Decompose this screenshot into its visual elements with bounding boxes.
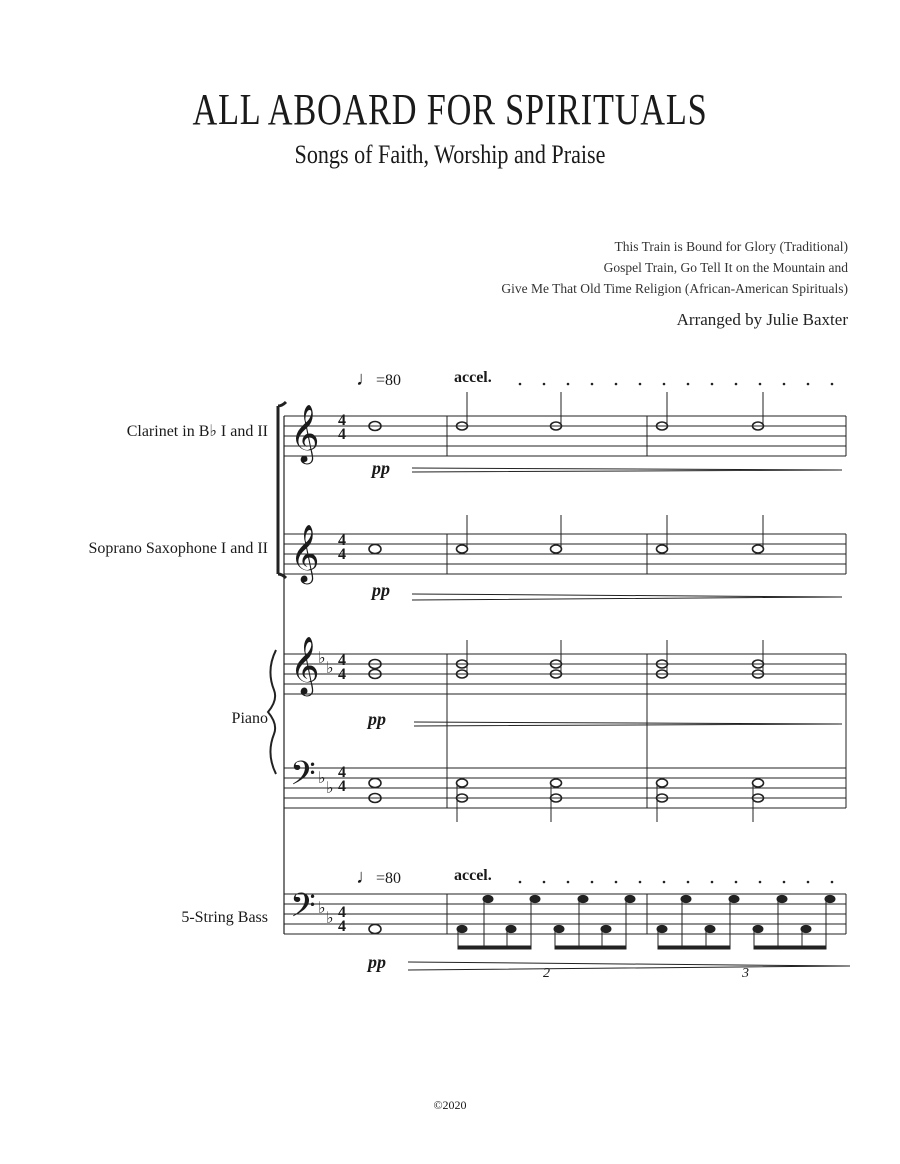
instrument-label-bass: 5-String Bass (181, 909, 268, 926)
flat-icon: ♭ (326, 910, 334, 927)
time-signature: 4 4 (338, 412, 346, 443)
tuplet-number: 3 (742, 966, 749, 981)
instrument-label-piano: Piano (231, 710, 268, 727)
tempo-marking: ♩=80 (356, 368, 402, 390)
instrument-label-clarinet: Clarinet in B♭ I and II (126, 423, 268, 440)
treble-clef-icon: 𝄞 (290, 637, 320, 693)
tempo-marking: ♩=80 (356, 866, 402, 888)
copyright-notice: ©2020 (433, 1098, 467, 1112)
bass-clef-icon: 𝄢 (290, 887, 316, 932)
time-signature: 4 4 (338, 904, 346, 935)
credit-line: Give Me That Old Time Religion (African-American Spirituals) (501, 281, 848, 296)
accel-marking: accel. (454, 369, 492, 386)
accel-marking: accel. (454, 867, 492, 884)
flat-icon: ♭ (318, 770, 326, 787)
dynamic-marking: pp (368, 709, 386, 729)
credit-line: Gospel Train, Go Tell It on the Mountain and (603, 260, 848, 275)
score-title: ALL ABOARD FOR SPIRITUALS (192, 85, 708, 134)
credit-line: This Train is Bound for Glory (Traditional) (614, 239, 848, 254)
treble-clef-icon: 𝄞 (290, 405, 320, 461)
bass-clef-icon: 𝄢 (290, 755, 316, 800)
score-subtitle: Songs of Faith, Worship and Praise (294, 140, 606, 169)
flat-icon: ♭ (318, 900, 326, 917)
arranger-credit: Arranged by Julie Baxter (676, 310, 848, 329)
dynamic-marking: pp (372, 580, 390, 600)
dynamic-marking: pp (368, 952, 386, 972)
instrument-label-saxophone: Soprano Saxophone I and II (88, 540, 268, 557)
time-signature: 4 4 (338, 652, 346, 683)
quarter-note-icon: ♩ (356, 368, 376, 390)
flat-icon: ♭ (326, 660, 334, 677)
flat-icon: ♭ (326, 780, 334, 797)
quarter-note-icon: ♩ (356, 866, 376, 888)
flat-icon: ♭ (318, 650, 326, 667)
dynamic-marking: pp (372, 458, 390, 478)
time-signature: 4 4 (338, 532, 346, 563)
tuplet-number: 2 (543, 966, 550, 981)
treble-clef-icon: 𝄞 (290, 525, 320, 581)
time-signature: 4 4 (338, 764, 346, 795)
